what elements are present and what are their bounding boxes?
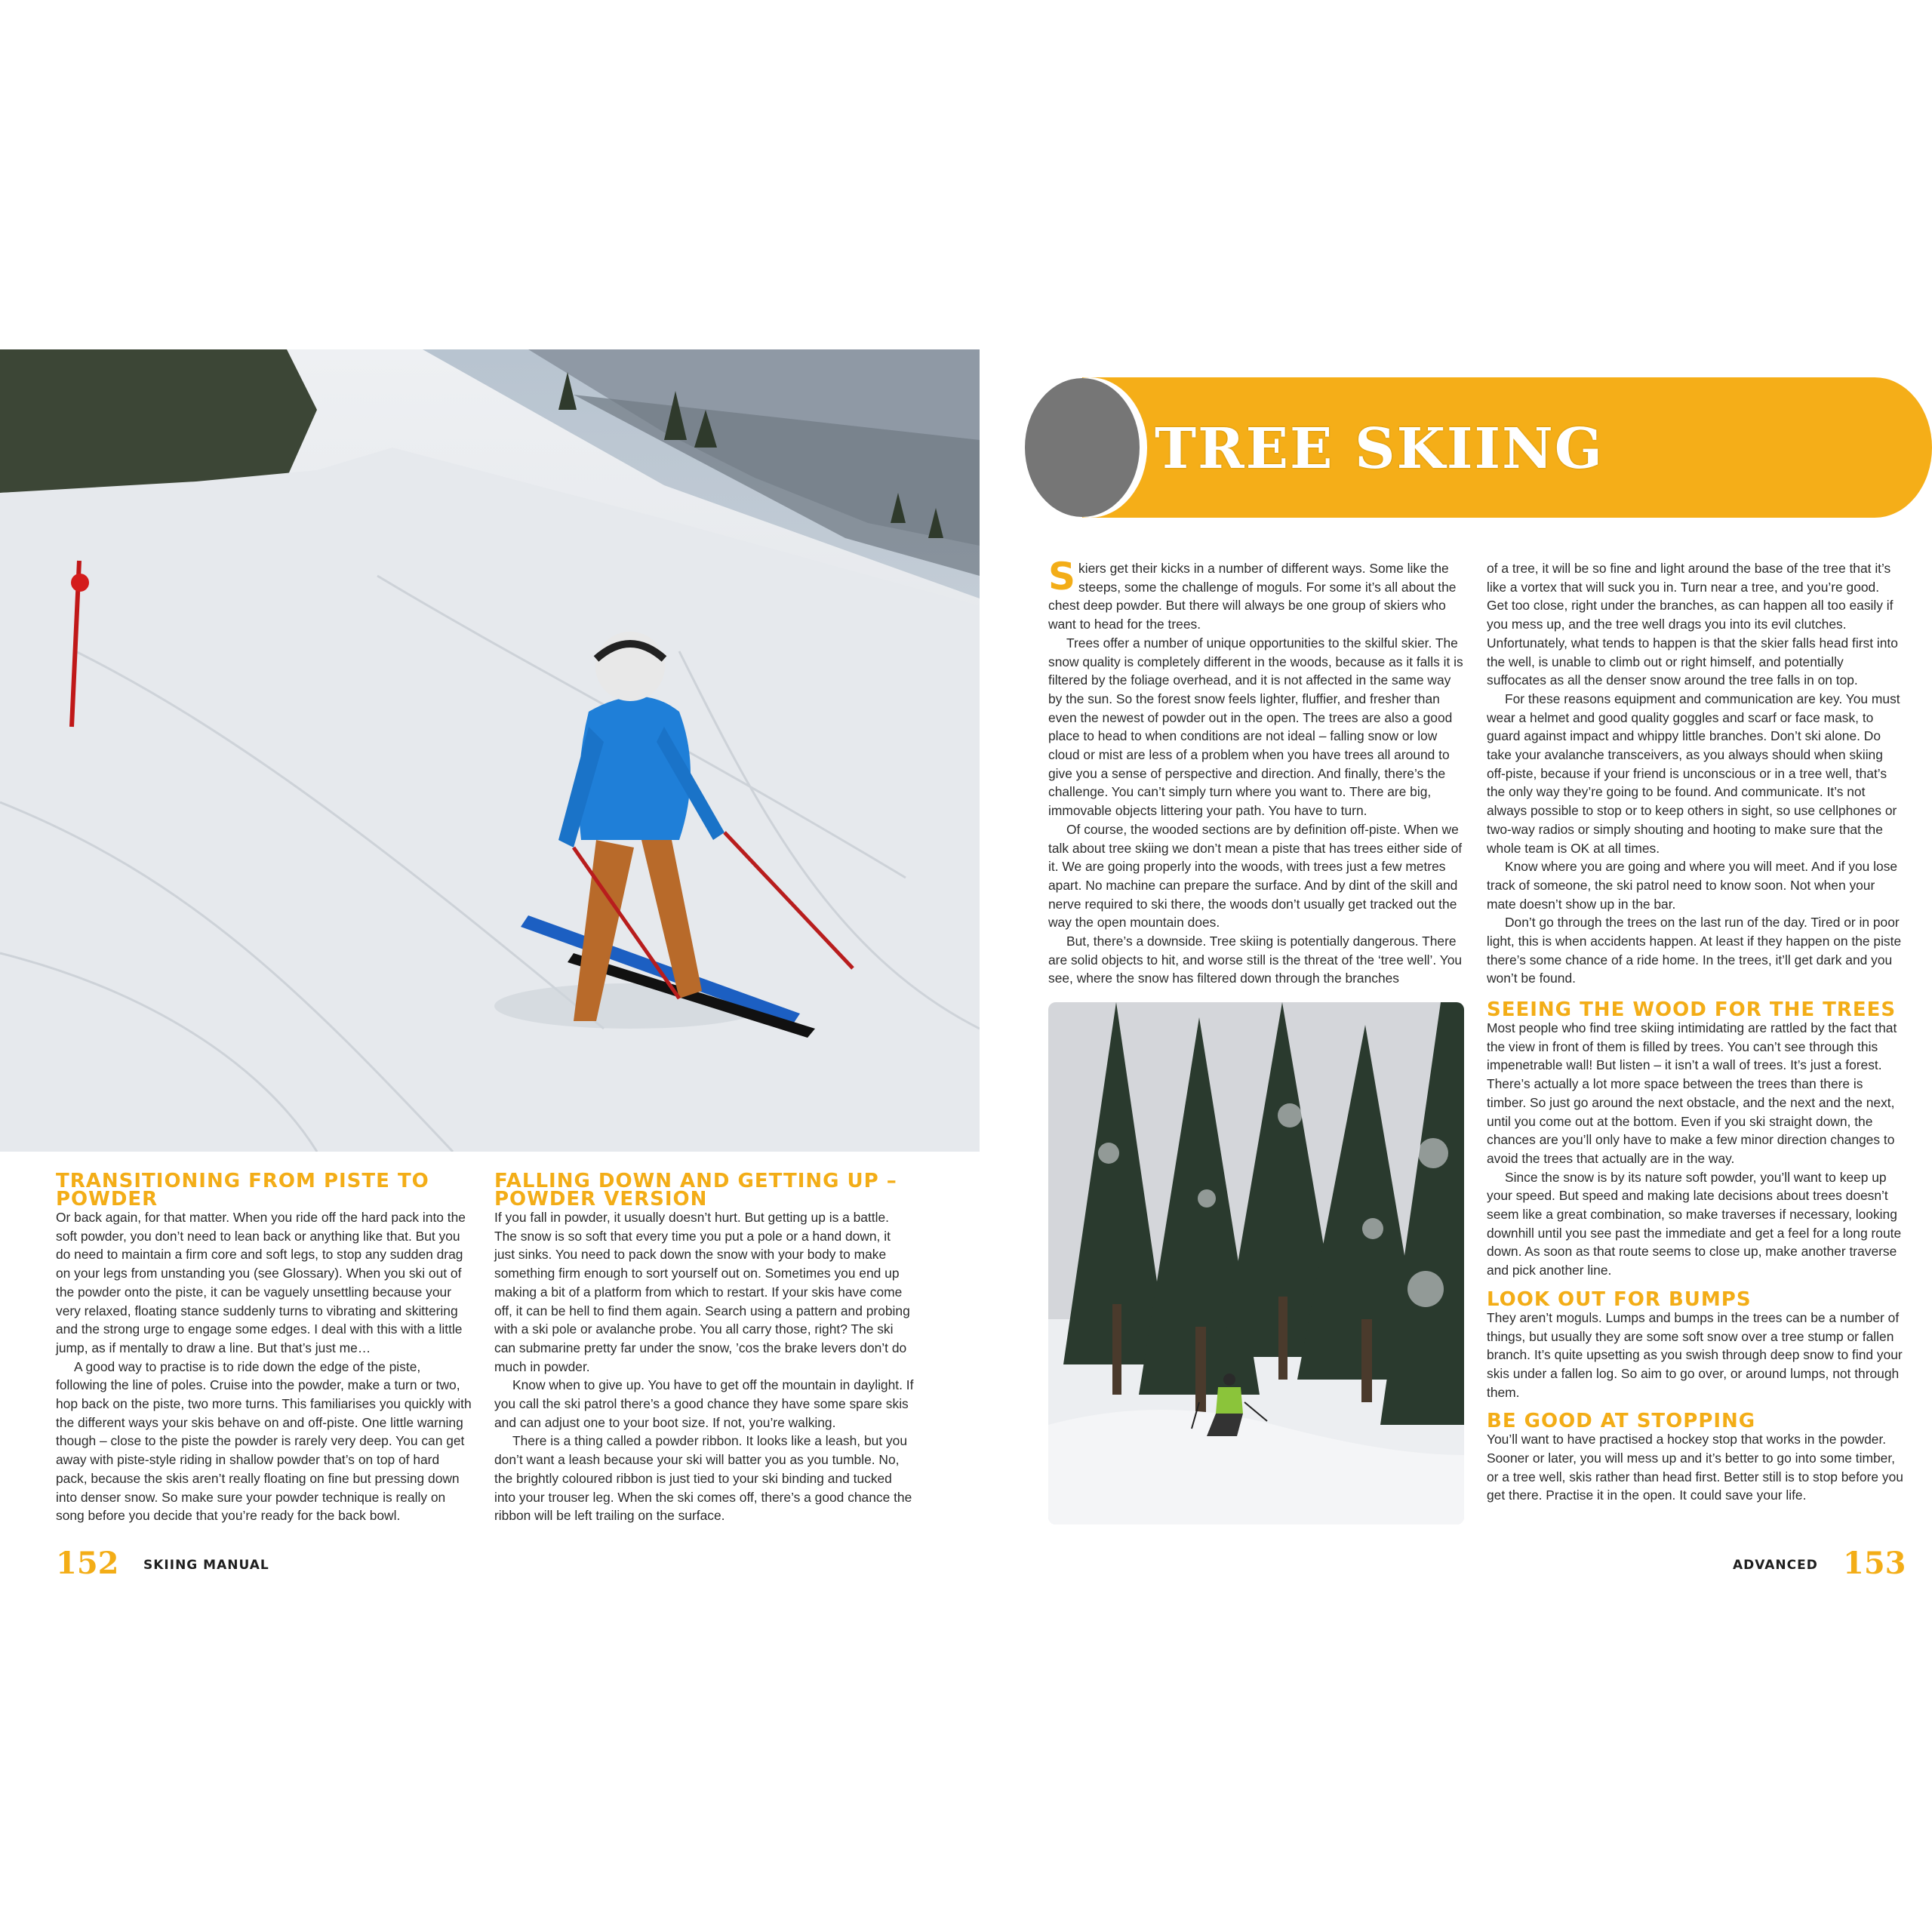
paragraph: Know when to give up. You have to get off the mountain in daylight. If you call the ski patrol there’s a good chance they have some spare skis and can adjust one to your boot size. If not, you’re walking. [494,1377,914,1430]
paragraph: But, there’s a downside. Tree skiing is potentially dangerous. There are solid objects to hit, and worse still is the threat of the ‘tree well’. You see, where the snow has filtered down through the branches [1048,934,1463,986]
paragraph: Since the snow is by its nature soft powder, you’ll want to keep up your speed. But speed and making late decisions about trees doesn’t seem like a great combination, so make traverses if necessary, looking downhill until you see past the immediate and get a feel for a long route down. As soon as that route seems to close up, make another traverse and pick another line. [1487,1169,1902,1278]
intro-text: kiers get their kicks in a number of different ways. Some like the steeps, some the challenge of moguls. For some it’s all about the chest deep powder. But there will always be one group of skiers who want to head for the trees. [1048,561,1457,632]
paragraph: They aren’t moguls. Lumps and bumps in the trees can be a number of things, but usually they are some soft snow over a tree stump or fallen branch. It’s quite upsetting as you swish through deep snow to find your skis under a fallen log. So aim to go over, or around lumps, not through them. [1487,1309,1903,1400]
paragraph: Trees offer a number of unique opportunities to the skilful skier. The snow quality is completely different in the woods, because as it falls it is filtered by the foliage overhead, and it is not affected in the same way by the sun. So the forest snow feels lighter, fluffier, and fresher than even the newest of powder out in the open. The trees are also a good place to head to when conditions are not ideal – falling snow or low cloud or mist are less of a problem when you have trees all around to give you a sense of perspective and direction. And finally, there’s the challenge. You can’t simply turn where you want to. There are big, immovable objects littering your path. You have to turn. [1048,635,1463,819]
paragraph: Or back again, for that matter. When you ride off the hard pack into the soft powder, you don’t need to lean back or anything like that. But you do need to maintain a firm core and soft legs, to stop any sudden drag on your legs from unstanding you (see Glossary). When you ski out of the powder onto the piste, it can be vaguely unsettling because your very relaxed, floating stance suddenly turns to vibrating and skittering and the strong urge to engage some edges. I deal with this with a little jump, as if mentally to draw a line. But that’s just me… [56,1210,466,1355]
paragraph: A good way to practise is to ride down the edge of the piste, following the line of poles. Cruise into the powder, make a turn or two, hop back on the piste, two more turns. This familiarises you quickly with the different ways your skis behave on and off-piste. One little warning though – close to the piste the powder is rarely very deep. You can get away with piste-style riding in shallow powder that’s on top of hard pack, because the skis aren’t really floating on fine but pressing down into denser snow. So make sure your powder technique is really on song before you decide that you’re ready for the back bowl. [56,1358,472,1524]
section-falling [494,1172,914,1525]
heading-falling: FALLING DOWN AND GETTING UP – POWDER VERSION [494,1170,897,1211]
paragraph: If you fall in powder, it usually doesn’t hurt. But getting up is a battle. The snow is so soft that every time you put a pole or a hand down, it just sinks. You need to pack down the snow with your body to make something firm enough to sort yourself out on. Sometimes you end up making a bit of a platform from which to restart. If your skis have come off, it can be hell to find them again. Search using a pattern and probing with a ski pole or avalanche probe. You all carry those, right? The ski can submarine pretty far under the snow, ’cos the brake levers don’t do much in powder. [494,1210,910,1374]
paragraph: Of course, the wooded sections are by definition off-piste. When we talk about tree skiing we don’t mean a piste that has trees either side of it. We are going properly into the woods, with trees just a few metres apart. No machine can prepare the surface. And by dint of the skill and nerve required to ski there, the woods don’t usually get tracked out the way the open mountain does. [1048,821,1463,931]
heading-seeing-the-wood: SEEING THE WOOD FOR THE TREES [1487,998,1897,1021]
paragraph: For these reasons equipment and communication are key. You must wear a helmet and good quality goggles and scarf or face mask, to guard against impact and whippy little branches. Don’t ski alone. Do take your avalanche transceivers, as you always should when skiing off-piste, because if your friend is unconscious or in a tree well, that’s the only way they’re going to be found. And communicate. It’s not always possible to stop or to keep others in sight, so use cellphones or two-way radios or simply shouting and hooting to make sure that the whole team is OK at all times. [1487,691,1900,856]
running-title-left: SKIING MANUAL [143,1558,269,1573]
heading-be-good-at-stopping: BE GOOD AT STOPPING [1487,1410,1756,1433]
page-title: TREE SKIING [1155,417,1604,481]
paragraph: Don’t go through the trees on the last run of the day. Tired or in poor light, this is when accidents happen. At least if they happen on the piste there’s some chance of a ride home. In the trees, it’ll get dark and you won’t be found. [1487,915,1902,986]
page-number-left: 152 [56,1546,119,1581]
paragraph: Most people who find tree skiing intimidating are rattled by the fact that the view in front of them is filled by trees. You can’t see through this impenetrable wall! But listen – it isn’t a wall of trees. It’s just a forest. There’s actually a lot more space between the trees than there is timber. So just go around the next obstacle, and the next and the next, until you come out at the bottom. Even if you ski straight down, the chances are you’ll only have to make a few minor direction changes to avoid the trees that actually are in the way. [1487,1020,1897,1166]
section-subsections [1487,998,1903,1505]
section-intro [1048,555,1463,988]
section-intro-continued [1487,559,1903,988]
dropcap: S [1048,555,1076,598]
heading-transitioning: TRANSITIONING FROM PISTE TO POWDER [56,1170,429,1211]
section-transitioning [56,1172,472,1525]
paragraph: Know where you are going and where you will meet. And if you lose track of someone, the ski patrol need to know soon. Not when your mate doesn’t show up in the bar. [1487,859,1898,912]
page-number-right: 153 [1843,1546,1906,1581]
skier-on-piste-photo [0,349,980,1152]
tree-skier-photo [1048,1002,1464,1524]
paragraph: There is a thing called a powder ribbon. It looks like a leash, but you don’t want a leash because your ski will batter you as you tumble. No, the brightly coloured ribbon is just tied to your ski binding and tucked into your trouser leg. When the ski comes off, there’s a good chance the ribbon will be left trailing on the surface. [494,1433,912,1524]
paragraph [1048,555,1463,634]
running-title-right: ADVANCED [1733,1558,1818,1573]
paragraph: of a tree, it will be so fine and light around the base of the tree that it’s like a vortex that will suck you in. Turn near a tree, and you’re good. Get too close, right under the branches, as can happen all too easily if you mess up, and the tree well drags you into its evil clutches. Unfortunately, what tends to happen is that the skier falls head first into the well, is unable to climb out or right himself, and potentially suffocates as all the denser snow around the tree falls in on top. [1487,561,1898,688]
heading-look-out-for-bumps: LOOK OUT FOR BUMPS [1487,1287,1752,1311]
paragraph: You’ll want to have practised a hockey stop that works in the powder. Sooner or later, you will mess up and it’s better to go into some timber, or a tree well, skis rather than head first. Better still is to stop before you get there. Practise it in the open. It could save your life. [1487,1432,1903,1503]
